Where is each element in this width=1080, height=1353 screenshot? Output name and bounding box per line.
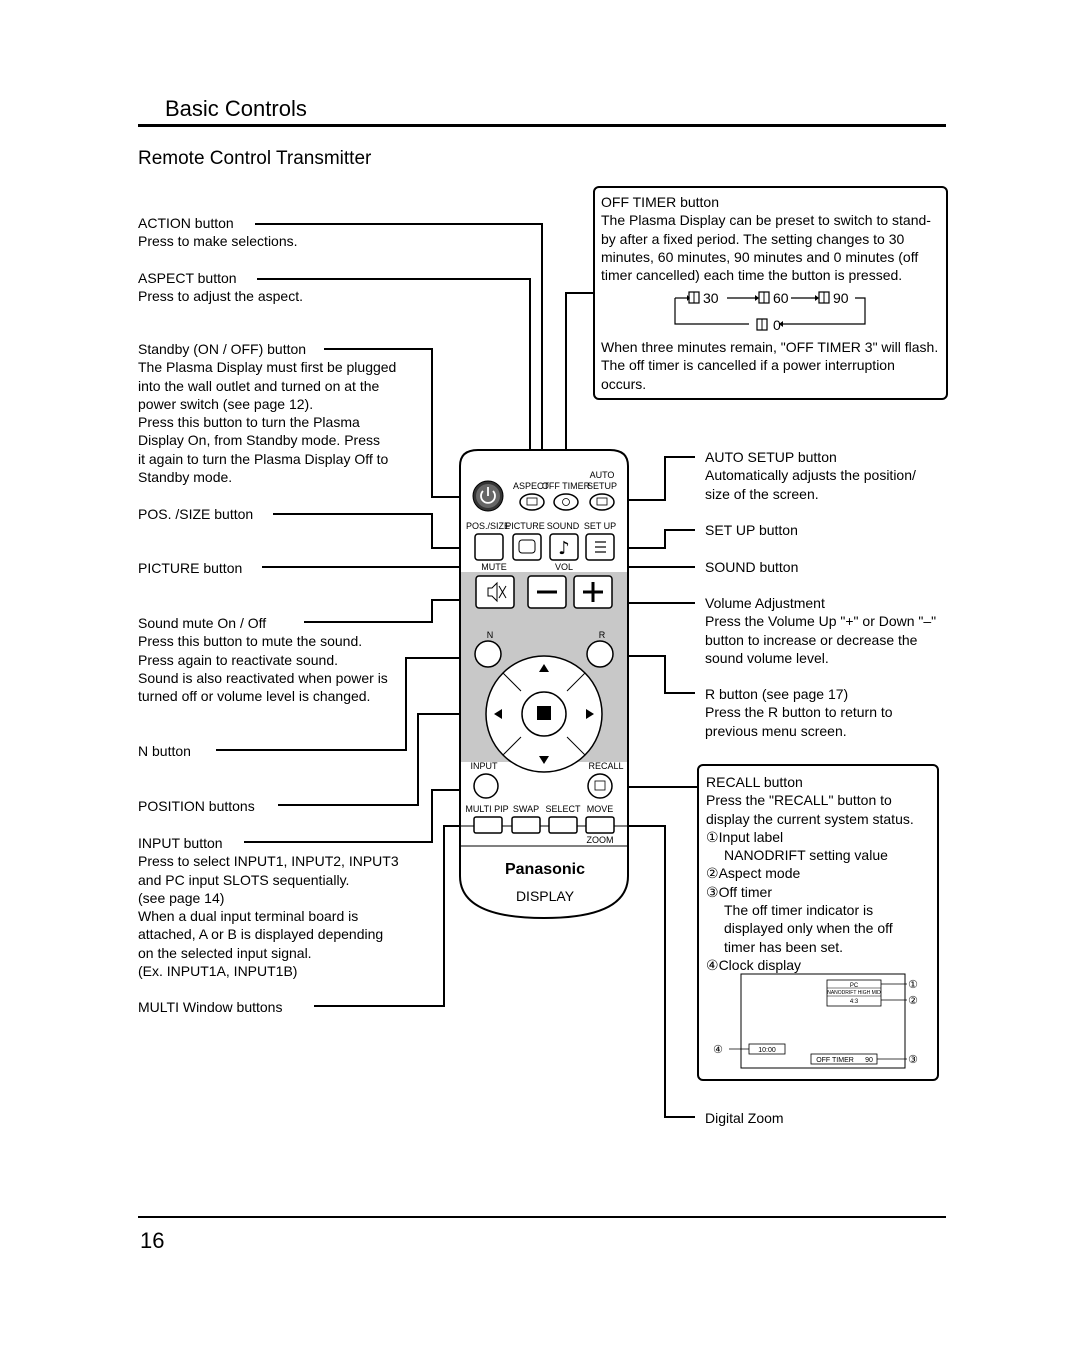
standby-line: The Plasma Display must first be plugged: [138, 359, 397, 376]
auto-setup-line: Automatically adjusts the position/: [705, 467, 916, 484]
recall-line: display the current system status.: [706, 810, 914, 827]
screen-nanodrift: NANODRIFT HIGH MID: [827, 990, 881, 996]
multi-pip-button[interactable]: [474, 817, 502, 833]
off-timer-note: When three minutes remain, "OFF TIMER 3" will flash.: [601, 339, 939, 355]
select-button[interactable]: [549, 817, 577, 833]
r-button-callout: [705, 685, 893, 740]
recall-title: RECALL button: [706, 774, 803, 790]
standby-callout: [138, 340, 396, 486]
remote-control: [454, 446, 634, 922]
volume-down-button[interactable]: [528, 576, 566, 608]
standby-line: Press this button to turn the Plasma: [138, 414, 360, 431]
off-timer-title: OFF TIMER button: [601, 194, 719, 210]
recall-item-2: [706, 864, 914, 882]
page-subtitle: Remote Control Transmitter: [138, 148, 372, 169]
input-line: (see page 14): [138, 889, 225, 906]
aspect-button[interactable]: [520, 494, 544, 510]
off-timer-line: minutes, 60 minutes, 90 minutes and 0 minutes (off: [601, 248, 919, 265]
label-off-timer: OFF TIMER: [541, 481, 591, 491]
recall-item-3-line: timer has been set.: [724, 938, 844, 955]
recall-item-3: [706, 883, 914, 901]
screen-off-timer-value: 90: [865, 1057, 873, 1064]
input-line: and PC input SLOTS sequentially.: [138, 871, 350, 888]
standby-line: power switch (see page 12).: [138, 395, 314, 412]
mute-line: turned off or volume level is changed.: [138, 688, 371, 705]
recall-item-1: [706, 828, 914, 846]
label-setup: SETUP: [586, 481, 618, 491]
mute-line: Press again to reactivate sound.: [138, 651, 339, 668]
item-text: Clock display: [718, 956, 802, 973]
off-timer-cycle-diagram: [665, 288, 875, 336]
off-timer-notes: [601, 338, 938, 393]
input-title: INPUT button: [138, 835, 223, 851]
recall-item-3-line: The off timer indicator is: [724, 902, 874, 919]
off-timer-line: The Plasma Display can be preset to switch to stand-: [601, 212, 931, 229]
volume-title: Volume Adjustment: [705, 595, 825, 611]
cycle-value: 0: [773, 317, 781, 333]
input-line: Press to select INPUT1, INPUT2, INPUT3: [138, 853, 399, 870]
screen-input-label: PC: [849, 983, 859, 989]
picture-button[interactable]: [513, 534, 541, 560]
off-timer-note: The off timer is cancelled if a power interruption: [601, 357, 895, 374]
standby-line: it again to turn the Plasma Display Off to: [138, 450, 389, 467]
input-line: on the selected input signal.: [138, 944, 312, 961]
item-text: Aspect mode: [718, 865, 801, 882]
input-line: attached, A or B is displayed depending: [138, 926, 384, 943]
off-timer-line: by after a fixed period. The setting changes to 30: [601, 230, 905, 247]
brand-logo: Panasonic: [504, 861, 586, 878]
marker-1: ①: [908, 978, 918, 991]
pos-size-button[interactable]: [475, 534, 503, 560]
action-callout: [138, 214, 298, 251]
screen-off-timer-label: OFF TIMER: [816, 1057, 854, 1064]
pos-size-title: POS. /SIZE button: [138, 506, 254, 522]
cycle-value: 90: [833, 290, 849, 306]
label-auto: AUTO: [589, 470, 615, 480]
marker-3: ③: [908, 1053, 918, 1066]
label-move: MOVE: [586, 804, 614, 814]
marker-2: ②: [908, 994, 918, 1007]
cycle-value: 60: [773, 290, 789, 306]
aspect-callout: [138, 269, 303, 306]
volume-line: sound volume level.: [705, 649, 829, 666]
label-vol: VOL: [554, 562, 574, 572]
auto-setup-line: size of the screen.: [705, 485, 819, 502]
label-select: SELECT: [545, 804, 581, 814]
input-line: (Ex. INPUT1A, INPUT1B): [138, 963, 298, 980]
section-title: Basic Controls: [165, 96, 307, 121]
marker-4: ④: [713, 1043, 723, 1056]
mute-title: Sound mute On / Off: [138, 615, 267, 631]
item-number: ④: [706, 956, 719, 973]
svg-text:♪: ♪: [558, 538, 570, 559]
recall-box: [697, 764, 939, 1081]
off-timer-line: timer cancelled) each time the button is pressed.: [601, 267, 903, 284]
r-button-line: Press the R button to return to: [705, 704, 893, 721]
standby-line: Standby mode.: [138, 469, 233, 486]
swap-button[interactable]: [512, 817, 540, 833]
volume-line: Press the Volume Up "+" or Down "–": [705, 613, 937, 630]
move-button[interactable]: [586, 817, 614, 833]
item-number: ②: [706, 865, 719, 882]
mute-button[interactable]: [476, 576, 514, 608]
off-timer-box: [593, 186, 948, 400]
multi-window-title: MULTI Window buttons: [138, 999, 283, 1015]
off-timer-callout: [601, 193, 931, 284]
action-icon: [537, 706, 551, 720]
page-number: 16: [140, 1228, 165, 1253]
position-dpad[interactable]: [486, 656, 602, 772]
screen-aspect: 4:3: [849, 999, 859, 1005]
label-picture: PICTURE: [505, 521, 545, 531]
label-mute: MUTE: [481, 562, 507, 572]
label-aspect: ASPECT: [512, 481, 550, 491]
item-text: Off timer: [718, 883, 772, 900]
position-title: POSITION buttons: [138, 798, 255, 814]
label-recall: RECALL: [588, 761, 624, 771]
standby-line: Display On, from Standby mode. Press: [138, 432, 380, 449]
label-input: INPUT: [470, 761, 498, 771]
input-callout: [138, 834, 399, 980]
aspect-title: ASPECT button: [138, 270, 237, 286]
action-title: ACTION button: [138, 215, 234, 231]
item-text: Input label: [718, 828, 784, 845]
recall-item-1-line: NANODRIFT setting value: [724, 847, 888, 864]
footer-rule: [138, 1216, 946, 1218]
input-line: When a dual input terminal board is: [138, 908, 359, 925]
recall-item-3-line: displayed only when the off: [724, 920, 893, 937]
auto-setup-button[interactable]: [590, 494, 614, 510]
model-label: DISPLAY: [515, 888, 575, 904]
standby-title: Standby (ON / OFF) button: [138, 341, 307, 357]
label-r: R: [598, 630, 606, 640]
label-set-up: SET UP: [583, 521, 617, 531]
mute-line: Sound is also reactivated when power is: [138, 669, 388, 686]
set-up-title: SET UP button: [705, 522, 798, 538]
r-button-title: R button (see page 17): [705, 686, 849, 702]
mute-line: Press this button to mute the sound.: [138, 633, 363, 650]
label-swap: SWAP: [512, 804, 540, 814]
label-multi-pip: MULTI PIP: [465, 804, 509, 814]
set-up-button[interactable]: [586, 534, 614, 560]
off-timer-button[interactable]: [554, 494, 578, 510]
label-pos-size: POS./SIZE: [465, 521, 511, 531]
r-button[interactable]: [587, 641, 613, 667]
item-number: ③: [706, 883, 719, 900]
auto-setup-callout: [705, 448, 916, 503]
label-sound: SOUND: [546, 521, 580, 531]
recall-screen-diagram: [709, 972, 934, 1072]
label-n: N: [486, 630, 494, 640]
digital-zoom-title: Digital Zoom: [705, 1110, 784, 1126]
volume-line: button to increase or decrease the: [705, 631, 918, 648]
picture-title: PICTURE button: [138, 560, 243, 576]
input-button[interactable]: [474, 774, 498, 798]
mute-callout: [138, 614, 388, 705]
sound-button[interactable]: [550, 534, 578, 560]
r-button-line: previous menu screen.: [705, 722, 847, 739]
item-number: ①: [706, 828, 719, 845]
cycle-value: 30: [703, 290, 719, 306]
n-button-title: N button: [138, 743, 191, 759]
recall-callout: [706, 773, 914, 974]
auto-setup-title: AUTO SETUP button: [705, 449, 837, 465]
n-button[interactable]: [475, 641, 501, 667]
screen-clock: 10:00: [758, 1047, 776, 1054]
recall-line: Press the "RECALL" button to: [706, 792, 892, 809]
recall-button[interactable]: [588, 774, 612, 798]
volume-callout: [705, 594, 936, 667]
standby-line: into the wall outlet and turned on at the: [138, 377, 380, 394]
off-timer-note: occurs.: [601, 375, 647, 392]
aspect-desc: Press to adjust the aspect.: [138, 288, 303, 305]
standby-button[interactable]: [473, 481, 503, 511]
label-zoom: ZOOM: [586, 835, 614, 845]
action-desc: Press to make selections.: [138, 233, 298, 250]
volume-up-button[interactable]: [574, 576, 612, 608]
sound-title: SOUND button: [705, 559, 799, 575]
